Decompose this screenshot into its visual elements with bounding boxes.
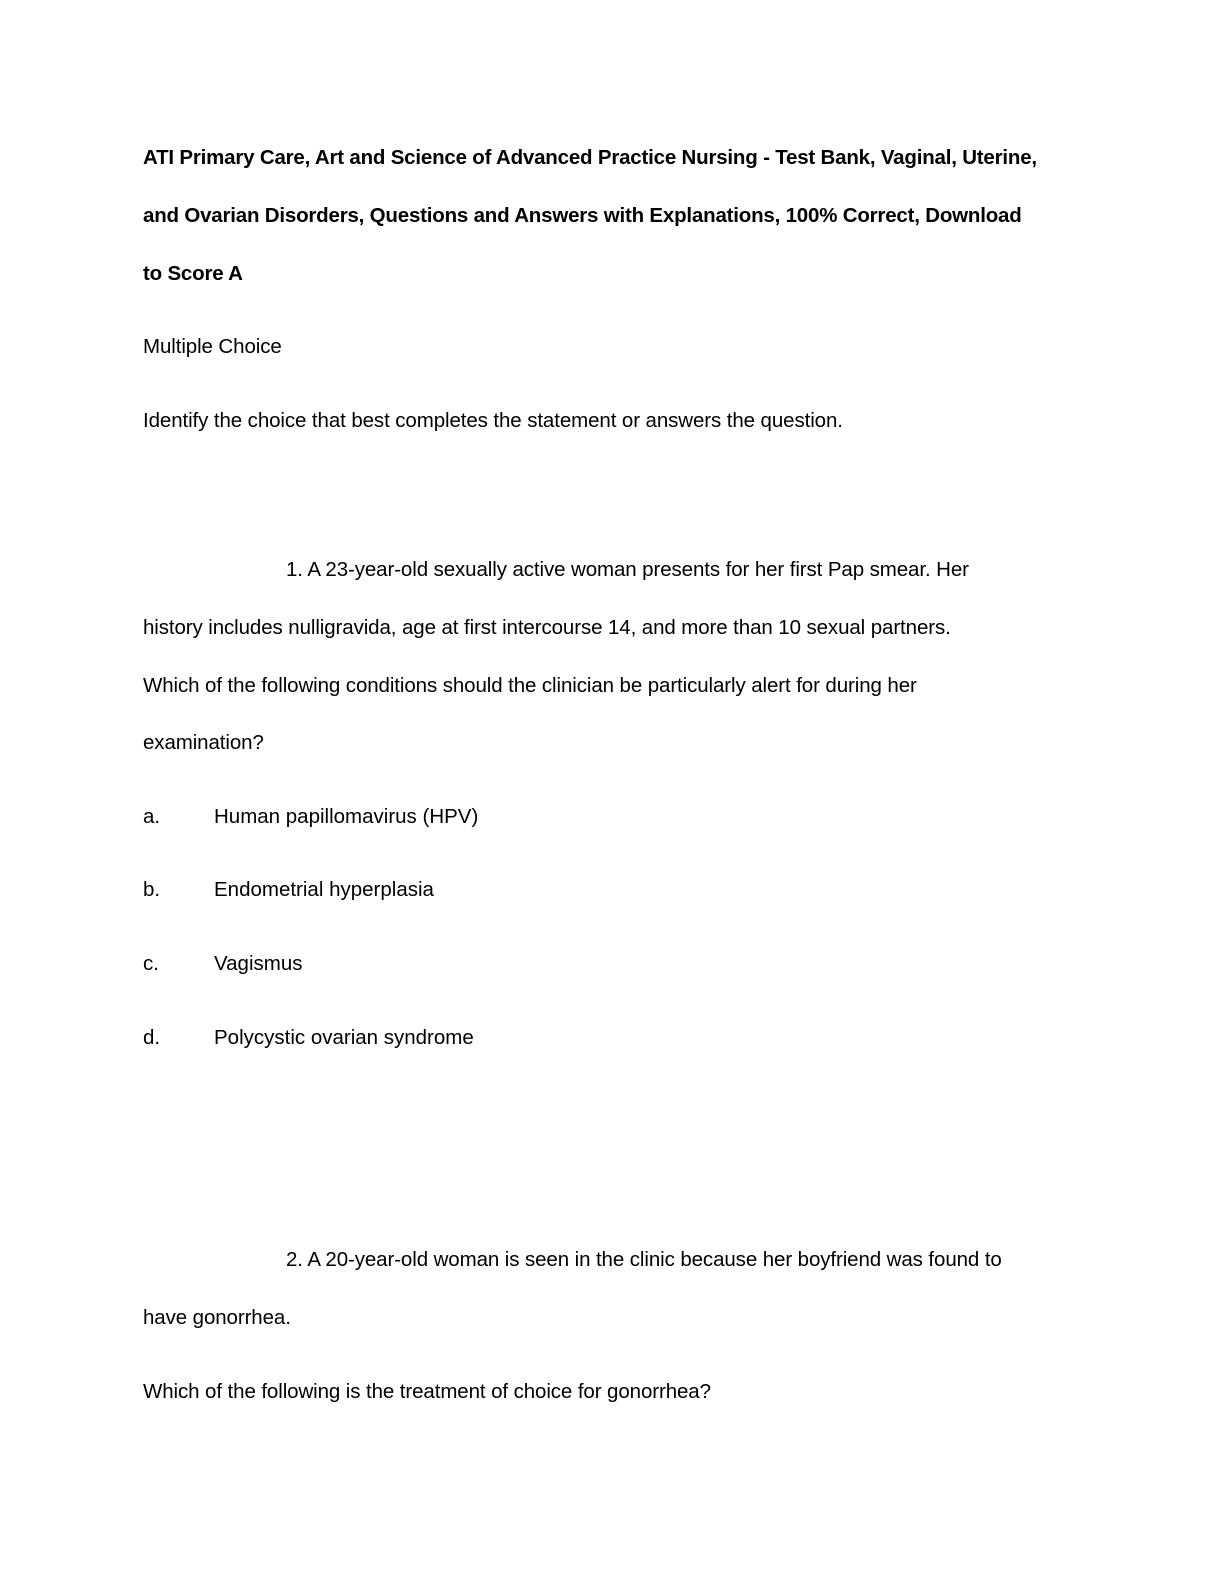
option-c-letter: c. xyxy=(143,952,159,975)
document-title-line-2: and Ovarian Disorders, Questions and Answers with Explanations, 100% Correct, Download xyxy=(143,204,1022,227)
option-d-letter: d. xyxy=(143,1026,161,1049)
option-d-text: Polycystic ovarian syndrome xyxy=(214,1026,474,1049)
instructions-text: Identify the choice that best completes the statement or answers the question. xyxy=(143,409,843,432)
document-title-line-3: to Score A xyxy=(143,262,243,285)
section-heading: Multiple Choice xyxy=(143,335,282,358)
option-a-letter: a. xyxy=(143,805,161,828)
question-2-line-1: 2. A 20-year-old woman is seen in the clinic because her boyfriend was found to xyxy=(286,1248,1002,1271)
option-b-letter: b. xyxy=(143,878,161,901)
question-1-line-2: history includes nulligravida, age at first intercourse 14, and more than 10 sexual partners. xyxy=(143,616,951,639)
question-2-followup: Which of the following is the treatment of choice for gonorrhea? xyxy=(143,1380,711,1403)
option-a-text: Human papillomavirus (HPV) xyxy=(214,805,479,828)
question-1-line-1: 1. A 23-year-old sexually active woman presents for her first Pap smear. Her xyxy=(286,558,969,581)
question-1-line-4: examination? xyxy=(143,731,264,754)
option-b-text: Endometrial hyperplasia xyxy=(214,878,434,901)
option-c-text: Vagismus xyxy=(214,952,303,975)
document-title-line-1: ATI Primary Care, Art and Science of Advanced Practice Nursing - Test Bank, Vaginal, Uterine, xyxy=(143,146,1037,169)
question-1-line-3: Which of the following conditions should the clinician be particularly alert for during her xyxy=(143,674,917,697)
question-2-line-2: have gonorrhea. xyxy=(143,1306,291,1329)
